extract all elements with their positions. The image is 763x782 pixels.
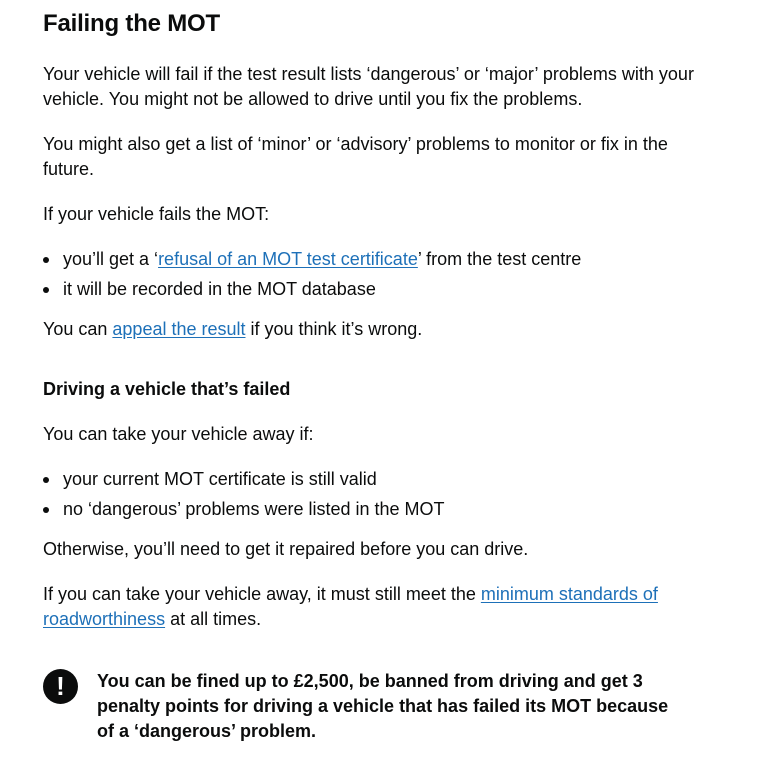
minor-advisory-paragraph: You might also get a list of ‘minor’ or ‘advisory’ problems to monitor or fix in the future. bbox=[43, 134, 668, 179]
roadworthiness-paragraph: If you can take your vehicle away, it must still meet the minimum standards of roadworthiness at all times. bbox=[43, 584, 658, 629]
main-content bbox=[43, 0, 703, 744]
failing-mot-heading: Failing the MOT bbox=[43, 10, 220, 37]
exclamation-icon: ! bbox=[43, 669, 78, 704]
take-away-conditions-list bbox=[43, 467, 703, 522]
refusal-certificate-link[interactable]: refusal of an MOT test certificate bbox=[158, 249, 418, 269]
minimum-standards-link[interactable]: minimum standards of roadworthiness bbox=[43, 584, 658, 629]
warning-callout bbox=[43, 669, 703, 744]
fail-consequences-list bbox=[43, 247, 703, 302]
appeal-result-link[interactable]: appeal the result bbox=[112, 319, 246, 339]
driving-failed-heading: Driving a vehicle that’s failed bbox=[43, 379, 291, 399]
list-item: no ‘dangerous’ problems were listed in the MOT bbox=[63, 497, 703, 522]
fail-reason-paragraph: Your vehicle will fail if the test result lists ‘dangerous’ or ‘major’ problems with your vehicle. You might not be allowed to drive until you fix the problems. bbox=[43, 64, 694, 109]
list-item: it will be recorded in the MOT database bbox=[63, 277, 703, 302]
list-item: you’ll get a ‘refusal of an MOT test certificate’ from the test centre bbox=[63, 247, 703, 272]
list-item: your current MOT certificate is still valid bbox=[63, 467, 703, 492]
appeal-paragraph: You can appeal the result if you think it’s wrong. bbox=[43, 319, 423, 339]
warning-text: You can be fined up to £2,500, be banned from driving and get 3 penalty points for driving a vehicle that has failed its MOT because of a ‘dangerous’ problem. bbox=[97, 671, 669, 741]
if-fails-paragraph: If your vehicle fails the MOT: bbox=[43, 204, 270, 224]
take-away-intro: You can take your vehicle away if: bbox=[43, 424, 314, 444]
otherwise-paragraph: Otherwise, you’ll need to get it repaired before you can drive. bbox=[43, 539, 529, 559]
